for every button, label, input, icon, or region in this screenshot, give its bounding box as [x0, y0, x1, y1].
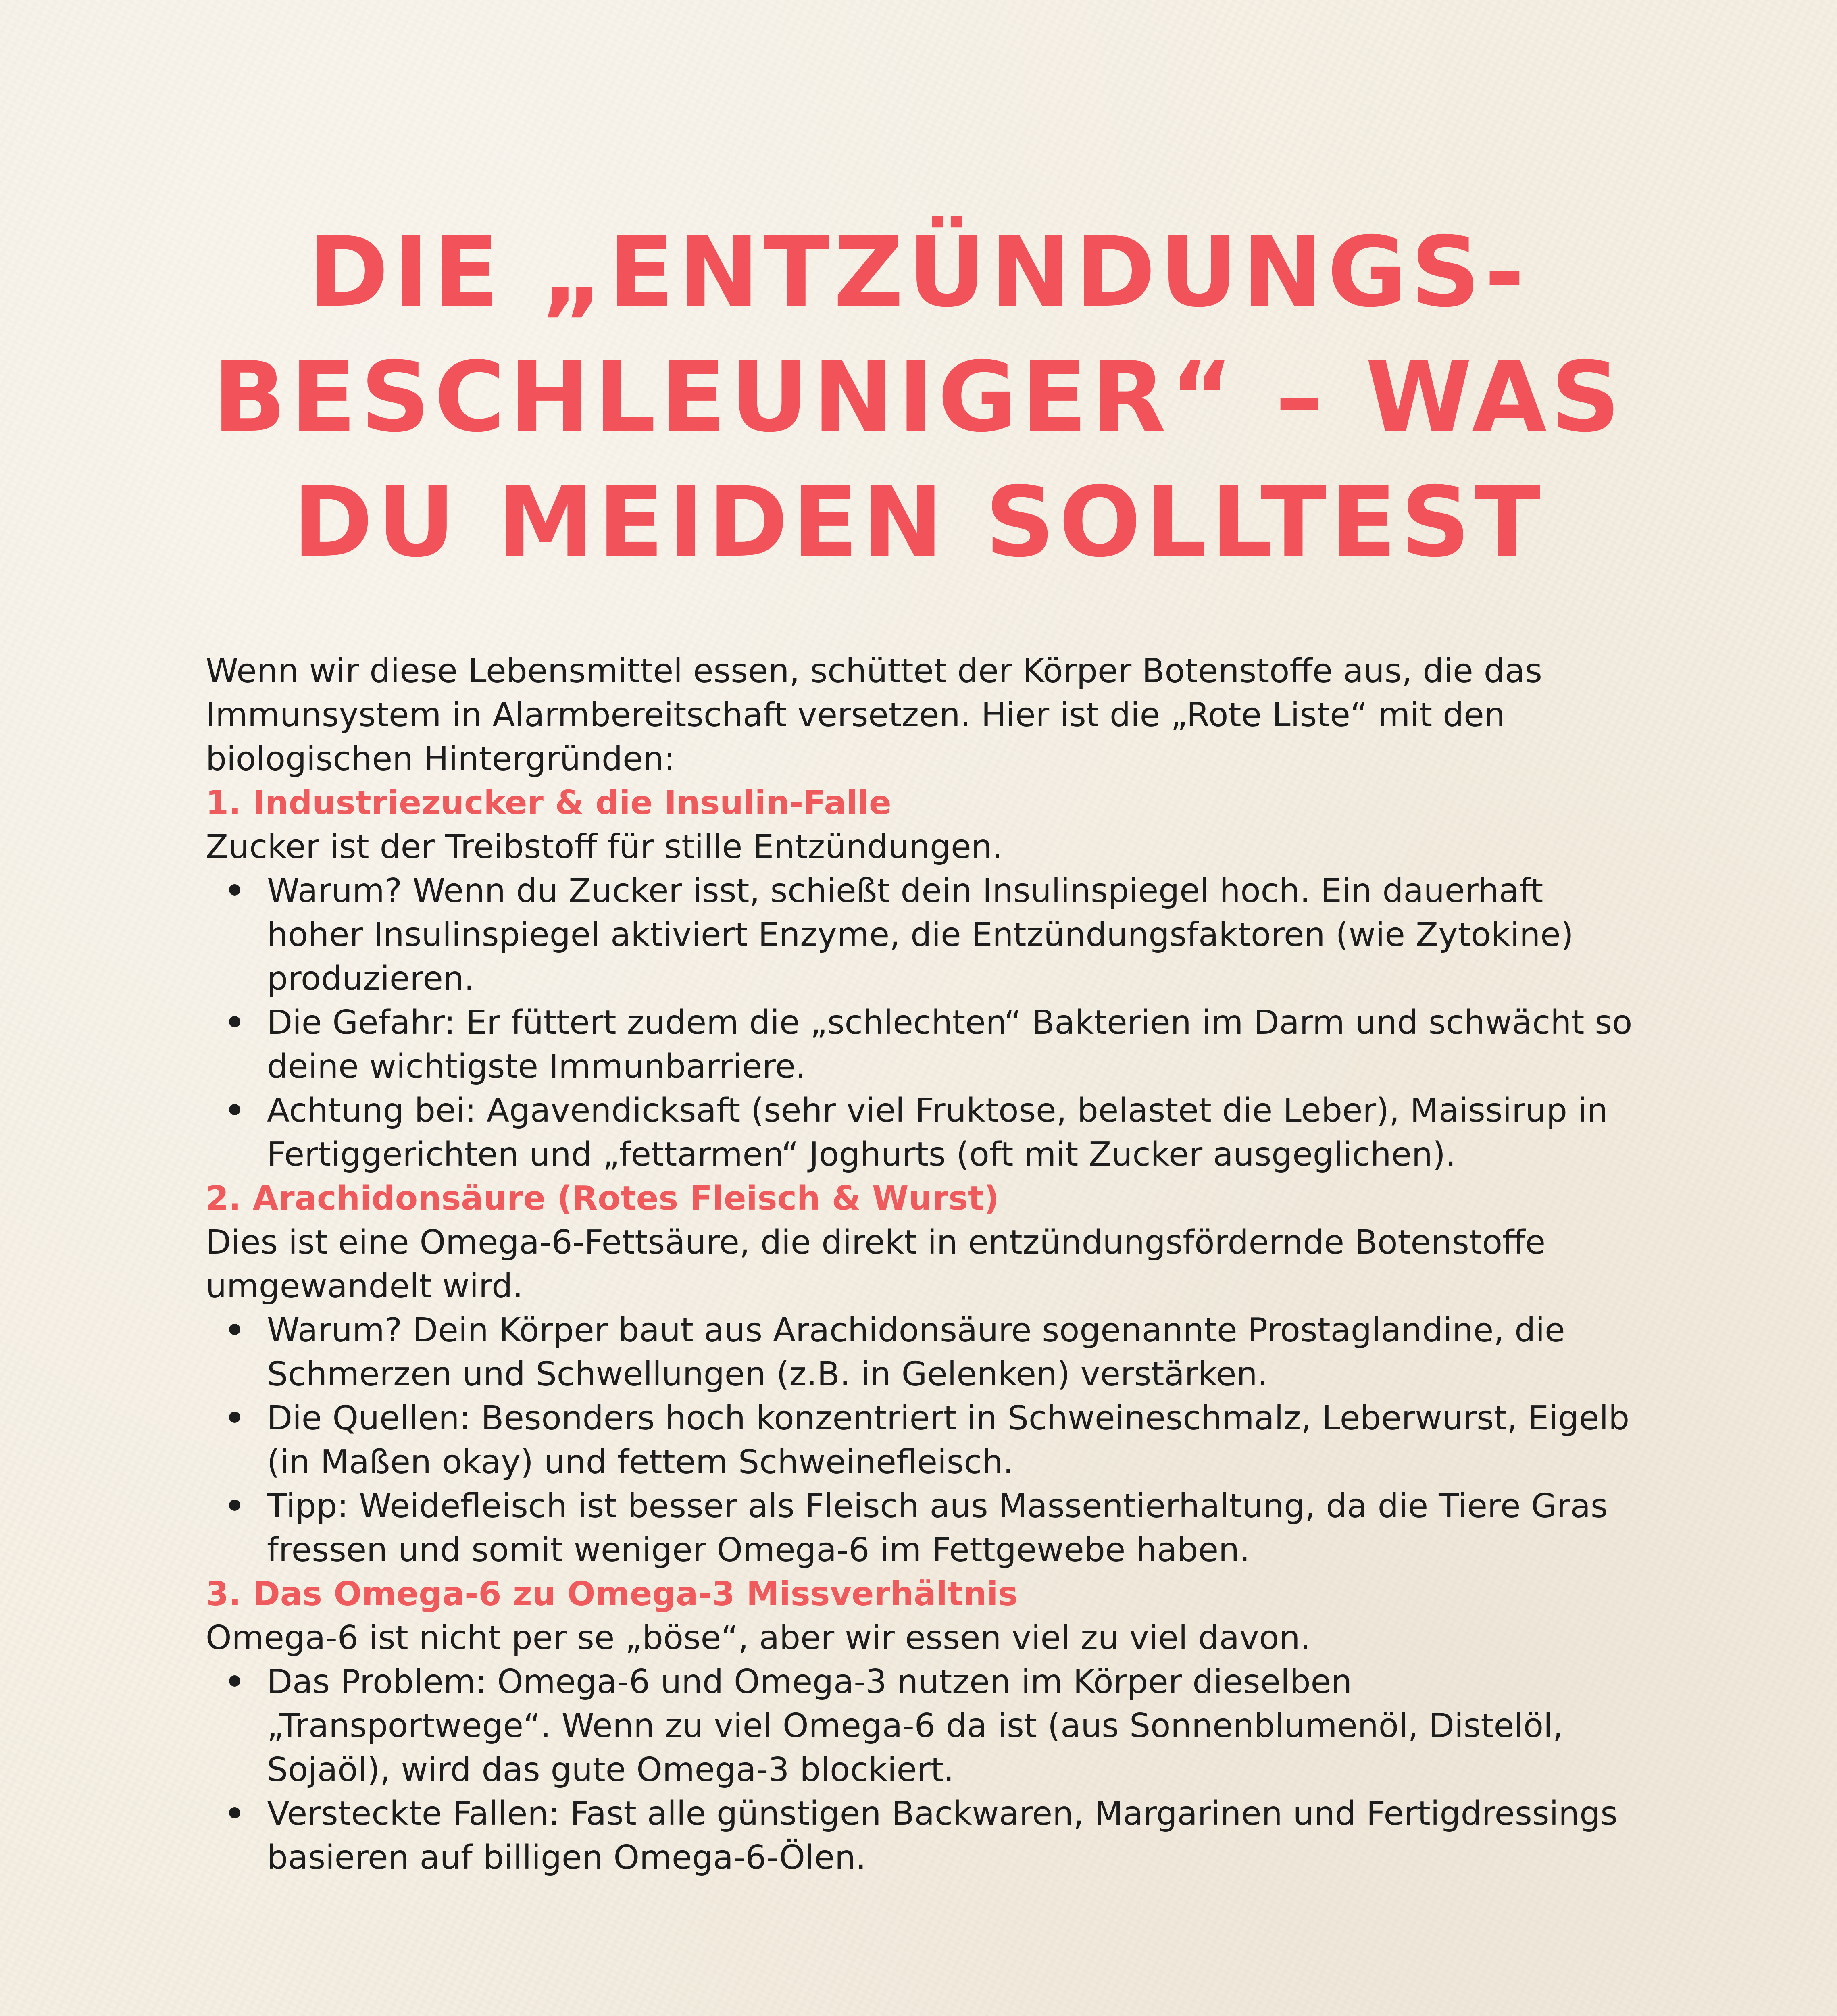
section-heading-sugar: 1. Industriezucker & die Insulin-Falle: [206, 784, 891, 822]
bullet-list-arachidonic-acid: [206, 1308, 1633, 1572]
list-item-text: Warum? Wenn du Zucker isst, schießt dein Insulinspiegel hoch. Ein dauerhaft hoher Insulinspiegel aktiviert Enzyme, die Entzündungsfaktoren (wie Zytokine) produzieren.: [267, 872, 1574, 998]
list-item: [206, 869, 1633, 1001]
list-item-text: Tipp: Weidefleisch ist besser als Fleisch aus Massentierhaltung, da die Tiere Gras fressen und somit weniger Omega-6 im Fettgewebe haben.: [267, 1487, 1608, 1569]
list-item-text: Die Gefahr: Er füttert zudem die „schlechten“ Bakterien im Darm und schwächt so deine wichtigste Immunbarriere.: [267, 1004, 1633, 1086]
section-lead-sugar: Zucker ist der Treibstoff für stille Entzündungen.: [206, 828, 1003, 866]
list-item-text: Die Quellen: Besonders hoch konzentriert in Schweineschmalz, Leberwurst, Eigelb (in Maßen okay) und fettem Schweinefleisch.: [267, 1399, 1630, 1481]
bullet-icon: [229, 884, 240, 896]
title-line-3: DU MEIDEN SOLLTEST: [292, 466, 1545, 579]
list-item: [206, 1396, 1633, 1484]
list-item: [206, 1792, 1633, 1880]
intro-paragraph: Wenn wir diese Lebensmittel essen, schüttet der Körper Botenstoffe aus, die das Immunsystem in Alarmbereitschaft versetzen. Hier ist die „Rote Liste“ mit den biologischen Hintergründen:: [206, 652, 1542, 778]
page-title: [121, 210, 1716, 585]
bullet-list-omega-ratio: [206, 1660, 1633, 1880]
section-heading-arachidonic-acid: 2. Arachidonsäure (Rotes Fleisch & Wurst): [206, 1179, 999, 1218]
bullet-icon: [229, 1324, 240, 1335]
bullet-list-sugar: [206, 869, 1633, 1177]
bullet-icon: [229, 1412, 240, 1423]
title-line-2: BESCHLEUNIGER“ – WAS: [212, 341, 1625, 454]
bullet-icon: [229, 1807, 240, 1818]
bullet-icon: [229, 1104, 240, 1115]
list-item: [206, 1484, 1633, 1572]
list-item-text: Das Problem: Omega-6 und Omega-3 nutzen im Körper dieselben „Transportwege“. Wenn zu viel Omega-6 da ist (aus Sonnenblumenöl, Distelöl, Sojaöl), wird das gute Omega-3 blockiert.: [267, 1663, 1563, 1789]
section-lead-arachidonic-acid: Dies ist eine Omega-6-Fettsäure, die direkt in entzündungsfördernde Botenstoffe umgewandelt wird.: [206, 1223, 1545, 1306]
section-lead-omega-ratio: Omega-6 ist nicht per se „böse“, aber wir essen viel zu viel davon.: [206, 1619, 1311, 1657]
list-item-text: Achtung bei: Agavendicksaft (sehr viel Fruktose, belastet die Leber), Maissirup in Fertiggerichten und „fettarmen“ Joghurts (oft mit Zucker ausgeglichen).: [267, 1091, 1608, 1174]
list-item-text: Warum? Dein Körper baut aus Arachidonsäure sogenannte Prostaglandine, die Schmerzen und Schwellungen (z.B. in Gelenken) verstärken.: [267, 1311, 1565, 1393]
list-item-text: Versteckte Fallen: Fast alle günstigen Backwaren, Margarinen und Fertigdressings basieren auf billigen Omega-6-Ölen.: [267, 1795, 1618, 1877]
title-line-1: DIE „ENTZÜNDUNGS-: [308, 216, 1529, 329]
list-item: [206, 1660, 1633, 1792]
list-item: [206, 1308, 1633, 1396]
bullet-icon: [229, 1016, 240, 1027]
main-content: [206, 649, 1633, 1880]
list-item: [206, 1089, 1633, 1177]
bullet-icon: [229, 1675, 240, 1687]
bullet-icon: [229, 1500, 240, 1511]
section-heading-omega-ratio: 3. Das Omega-6 zu Omega-3 Missverhältnis: [206, 1575, 1018, 1613]
list-item: [206, 1001, 1633, 1089]
